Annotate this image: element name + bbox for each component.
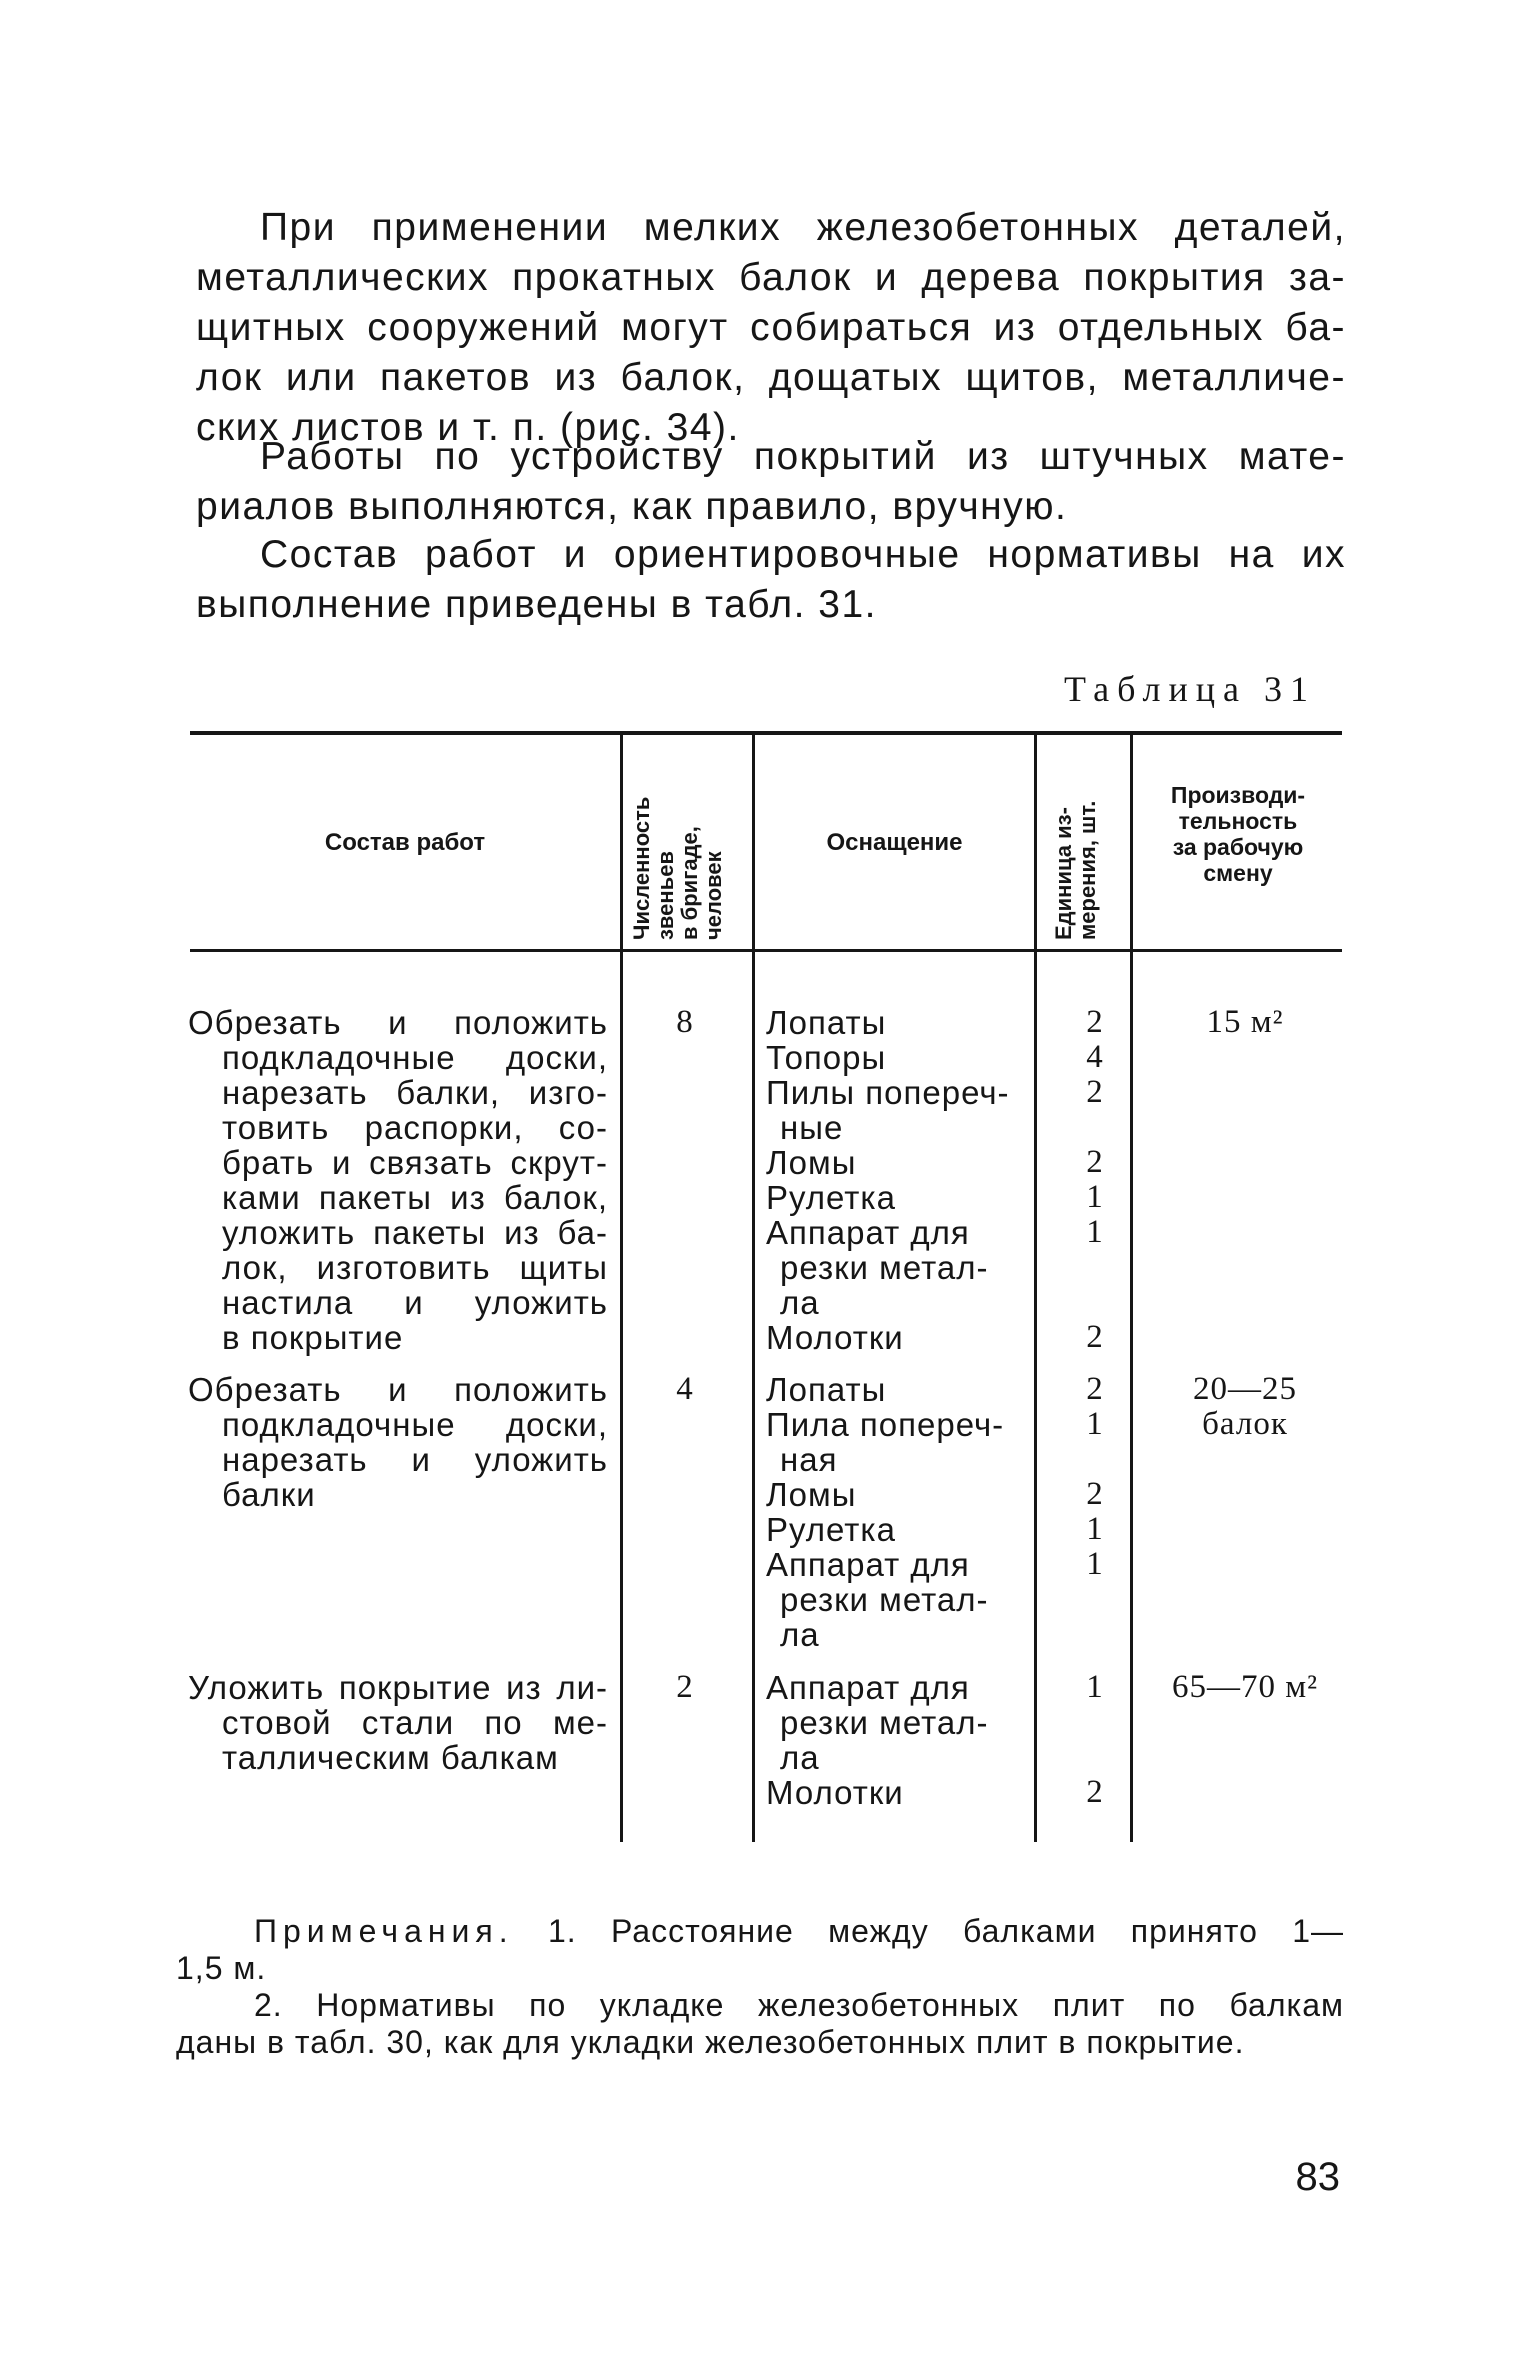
header-work: Состав работ <box>324 829 486 856</box>
paragraph-line: Состав работ и ориентировочные нормативы на их <box>260 533 1346 576</box>
column-divider <box>1034 735 1037 949</box>
note-1: Примечания. 1. Расстояние между балками принято 1— <box>254 1913 1345 1949</box>
table-row-1-quantity: 2 4 2 2 1 1 2 <box>1086 1004 1104 1355</box>
header-productivity: Производи- тельность за рабочую смену <box>1170 782 1306 886</box>
paragraph-line: При применении мелких железобетонных деталей, <box>260 206 1346 249</box>
header-unit: Единица из- мерения, шт. <box>1051 800 1100 940</box>
table-row-3-productivity: 65—70 м² <box>1171 1669 1319 1705</box>
column-divider <box>752 952 755 1842</box>
table-row-2-equipment: Лопаты Пила попереч- ная Ломы Рулетка Аппарат для резки метал- ла <box>766 1371 1005 1653</box>
column-divider <box>620 735 623 949</box>
table-row-1-equipment: Лопаты Топоры Пилы попереч- ные Ломы Рулетка Аппарат для резки метал- ла Молотки <box>766 1004 1010 1356</box>
note-2-continuation: даны в табл. 30, как для укладки железобетонных плит в покрытие. <box>176 2024 1245 2060</box>
paragraph-line: ских листов и т. п. (рис. 34). <box>196 406 740 449</box>
paragraph-line: выполнение приведены в табл. 31. <box>196 583 877 626</box>
table-row-2-productivity: 20—25 балок <box>1193 1371 1297 1442</box>
table-header-rule <box>190 949 1342 952</box>
header-count: Численность звеньев в бригаде, человек <box>629 796 726 940</box>
paragraph-line: металлических прокатных балок и дерева покрытия за- <box>196 256 1346 299</box>
paragraph-2 <box>196 432 1346 532</box>
note-1-continuation: 1,5 м. <box>176 1950 267 1986</box>
paragraph-3 <box>196 530 1346 630</box>
note-2: 2. Нормативы по укладке железобетонных плит по балкам <box>254 1987 1344 2023</box>
header-equipment: Оснащение <box>826 829 963 856</box>
table-row-2-work: Обрезать и положить подкладочные доски, нарезать и уложить балки <box>188 1371 608 1513</box>
column-divider <box>1130 735 1133 949</box>
table-row-3-equipment: Аппарат для резки метал- ла Молотки <box>766 1669 989 1811</box>
page-number: 83 <box>1295 2155 1340 2199</box>
table-row-3-work: Уложить покрытие из ли- стовой стали по ме- таллическим балкам <box>188 1669 608 1776</box>
table-notes <box>176 1913 1344 2061</box>
paragraph-line: Работы по устройству покрытий из штучных мате- <box>260 435 1346 478</box>
paragraph-line: риалов выполняются, как правило, вручную. <box>196 485 1068 528</box>
table-title: Таблица 31 <box>1064 669 1316 709</box>
table-row-2-count: 4 <box>676 1371 694 1407</box>
table-top-rule <box>190 731 1342 735</box>
table-row-2-quantity: 2 1 2 1 1 <box>1086 1371 1104 1582</box>
table-row-1-work: Обрезать и положить подкладочные доски, нарезать балки, изго- товить распорки, со- брать и связать скрут- ками пакеты из балок, уложить пакеты из ба- лок, изготовить щиты настила и уложить в покрытие <box>188 1004 608 1356</box>
column-divider <box>1034 952 1037 1842</box>
table-row-3-quantity: 1 2 <box>1086 1669 1104 1810</box>
paragraph-1 <box>196 203 1346 453</box>
table-row-1-productivity: 15 м² <box>1206 1004 1284 1040</box>
table-row-1-count: 8 <box>676 1004 694 1040</box>
paragraph-line: щитных сооружений могут собираться из отдельных ба- <box>196 306 1346 349</box>
table-row-3-count: 2 <box>676 1669 694 1705</box>
paragraph-line: лок или пакетов из балок, дощатых щитов, металличе- <box>196 356 1346 399</box>
